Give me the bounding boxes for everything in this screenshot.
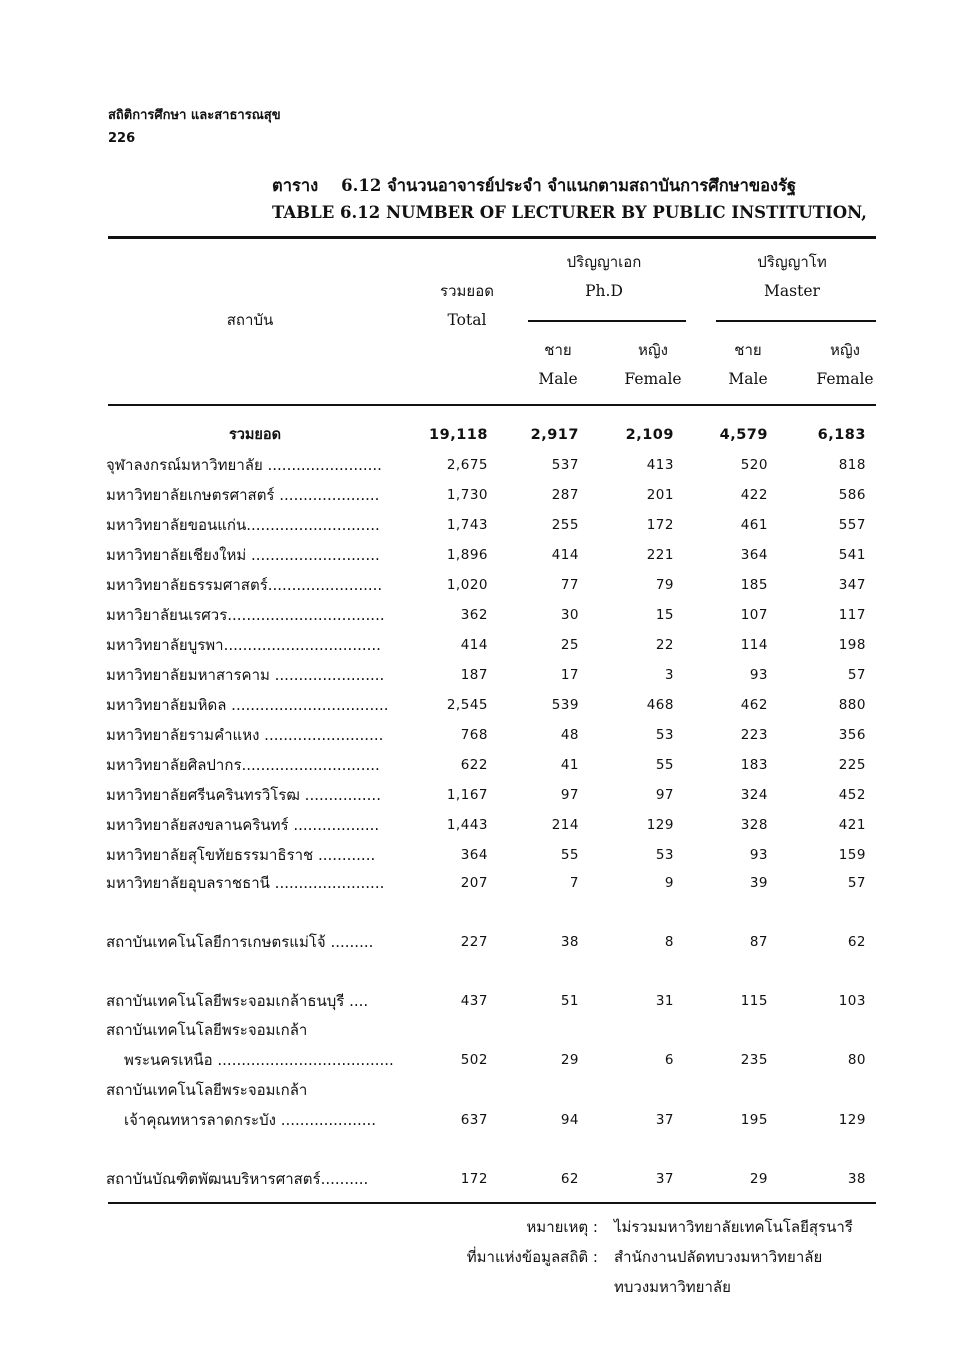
cell-phd-female: 221 bbox=[646, 547, 674, 563]
cell-total: 768 bbox=[460, 727, 488, 743]
table-row bbox=[0, 1045, 966, 1075]
row-name: มหาวิทยาลัยศิลปากร............................. bbox=[106, 756, 380, 774]
table-row bbox=[0, 570, 966, 600]
cell-master-female: 62 bbox=[847, 934, 866, 950]
cell-master-male: 223 bbox=[740, 727, 768, 743]
cell-master-male: 183 bbox=[740, 757, 768, 773]
cell-phd-female: 8 bbox=[664, 934, 674, 950]
cell-total: 622 bbox=[460, 757, 488, 773]
cell-phd-male: 41 bbox=[560, 757, 579, 773]
cell-phd-female: 53 bbox=[655, 727, 674, 743]
table-title-english: TABLE 6.12 NUMBER OF LECTURER BY PUBLIC INSTITUTION, bbox=[272, 203, 867, 222]
cell-phd-male: 2,917 bbox=[530, 427, 579, 443]
table-row bbox=[0, 927, 966, 957]
cell-master-female: 129 bbox=[838, 1112, 866, 1128]
table-header-rule bbox=[108, 404, 876, 406]
cell-master-male: 93 bbox=[749, 667, 768, 683]
cell-total: 362 bbox=[460, 607, 488, 623]
cell-master-female: 818 bbox=[838, 457, 866, 473]
row-name: มหาวิทยาลัยศรีนครินทรวิโรฒ ................ bbox=[106, 786, 381, 804]
table-row-group-label bbox=[0, 1075, 966, 1105]
table-row bbox=[0, 630, 966, 660]
cell-total: 2,545 bbox=[446, 697, 488, 713]
cell-phd-male: 539 bbox=[551, 697, 579, 713]
row-name: สถาบันเทคโนโลยีพระจอมเกล้าธนบุรี .... bbox=[106, 992, 369, 1010]
cell-phd-female: 201 bbox=[646, 487, 674, 503]
cell-total: 172 bbox=[460, 1171, 488, 1187]
cell-phd-female: 413 bbox=[646, 457, 674, 473]
cell-phd-male: 255 bbox=[551, 517, 579, 533]
cell-master-male: 107 bbox=[740, 607, 768, 623]
cell-master-female: 541 bbox=[838, 547, 866, 563]
cell-total: 1,443 bbox=[446, 817, 488, 833]
header-institution: สถาบัน bbox=[226, 311, 274, 329]
row-name: พระนครเหนือ ..................................... bbox=[124, 1051, 394, 1069]
note-label: หมายเหตุ : bbox=[526, 1218, 598, 1236]
row-name: เจ้าคุณทหารลาดกระบัง .................... bbox=[124, 1111, 377, 1129]
header-phd-female: หญิง Female bbox=[624, 341, 682, 388]
row-name: มหาวิยาลัยนเรศวร................................. bbox=[106, 606, 385, 624]
cell-phd-male: 94 bbox=[560, 1112, 579, 1128]
table-row bbox=[0, 660, 966, 690]
cell-phd-male: 77 bbox=[560, 577, 579, 593]
cell-master-female: 80 bbox=[847, 1052, 866, 1068]
header-total bbox=[400, 277, 534, 335]
table-row bbox=[0, 480, 966, 510]
cell-master-male: 115 bbox=[740, 993, 768, 1009]
page-number: 226 bbox=[108, 131, 136, 146]
cell-total: 414 bbox=[460, 637, 488, 653]
cell-phd-female: 129 bbox=[646, 817, 674, 833]
table-bottom-rule bbox=[108, 1202, 876, 1204]
table-row bbox=[0, 720, 966, 750]
cell-total: 1,020 bbox=[446, 577, 488, 593]
cell-phd-female: 15 bbox=[655, 607, 674, 623]
cell-phd-male: 30 bbox=[560, 607, 579, 623]
cell-master-female: 103 bbox=[838, 993, 866, 1009]
row-name: สถาบันเทคโนโลยีการเกษตรแม่โจ้ ......... bbox=[106, 933, 374, 951]
cell-phd-male: 214 bbox=[551, 817, 579, 833]
running-header bbox=[108, 104, 281, 150]
row-name: มหาวิทยาลัยขอนแก่น............................ bbox=[106, 516, 380, 534]
cell-phd-male: 287 bbox=[551, 487, 579, 503]
row-name: มหาวิทยาลัยธรรมศาสตร์........................ bbox=[106, 576, 383, 594]
table-title-thai: ตาราง 6.12 จำนวนอาจารย์ประจำ จำแนกตามสถาบันการศึกษาของรัฐ bbox=[272, 176, 797, 195]
cell-phd-female: 97 bbox=[655, 787, 674, 803]
table-row bbox=[0, 840, 966, 870]
header-phd-english: Ph.D bbox=[585, 282, 623, 300]
row-name: มหาวิทยาลัยสงขลานครินทร์ .................. bbox=[106, 816, 380, 834]
cell-master-female: 57 bbox=[847, 667, 866, 683]
cell-total: 364 bbox=[460, 847, 488, 863]
header-total-english: Total bbox=[447, 311, 487, 329]
cell-master-male: 520 bbox=[740, 457, 768, 473]
row-name: มหาวิทยาลัยเกษตรศาสตร์ ..................... bbox=[106, 486, 380, 504]
cell-master-female: 38 bbox=[847, 1171, 866, 1187]
cell-phd-male: 537 bbox=[551, 457, 579, 473]
cell-master-female: 117 bbox=[838, 607, 866, 623]
cell-phd-female: 37 bbox=[655, 1171, 674, 1187]
header-phd-male: ชาย Male bbox=[538, 341, 578, 388]
row-name: รวมยอด bbox=[228, 427, 282, 443]
cell-total: 637 bbox=[460, 1112, 488, 1128]
row-name: มหาวิทยาลัยมหิดล ................................. bbox=[106, 696, 389, 714]
header-phd-thai: ปริญญาเอก bbox=[566, 253, 642, 271]
cell-total: 187 bbox=[460, 667, 488, 683]
cell-total: 1,743 bbox=[446, 517, 488, 533]
cell-master-male: 422 bbox=[740, 487, 768, 503]
header-master-female: หญิง Female bbox=[816, 341, 874, 388]
cell-master-male: 29 bbox=[749, 1171, 768, 1187]
cell-phd-male: 25 bbox=[560, 637, 579, 653]
cell-total: 1,730 bbox=[446, 487, 488, 503]
table-row bbox=[0, 1164, 966, 1194]
cell-phd-male: 29 bbox=[560, 1052, 579, 1068]
cell-master-male: 462 bbox=[740, 697, 768, 713]
cell-phd-male: 38 bbox=[560, 934, 579, 950]
header-master bbox=[712, 248, 872, 306]
cell-phd-male: 97 bbox=[560, 787, 579, 803]
cell-master-male: 93 bbox=[749, 847, 768, 863]
cell-phd-female: 3 bbox=[664, 667, 674, 683]
source-label: ที่มาแห่งข้อมูลสถิติ : bbox=[466, 1248, 598, 1266]
cell-master-female: 57 bbox=[847, 875, 866, 891]
cell-total: 207 bbox=[460, 875, 488, 891]
table-row bbox=[0, 540, 966, 570]
cell-master-female: 159 bbox=[838, 847, 866, 863]
cell-master-male: 324 bbox=[740, 787, 768, 803]
cell-master-male: 195 bbox=[740, 1112, 768, 1128]
cell-phd-male: 414 bbox=[551, 547, 579, 563]
cell-phd-female: 9 bbox=[664, 875, 674, 891]
cell-master-female: 452 bbox=[838, 787, 866, 803]
cell-master-male: 4,579 bbox=[719, 427, 768, 443]
table-row bbox=[0, 510, 966, 540]
phd-subrule bbox=[528, 320, 686, 322]
row-name: สถาบันเทคโนโลยีพระจอมเกล้า bbox=[106, 1081, 308, 1099]
cell-master-female: 347 bbox=[838, 577, 866, 593]
table-title bbox=[272, 172, 867, 226]
cell-phd-male: 62 bbox=[560, 1171, 579, 1187]
cell-total: 2,675 bbox=[446, 457, 488, 473]
table-row bbox=[0, 690, 966, 720]
cell-phd-female: 468 bbox=[646, 697, 674, 713]
row-name: มหาวิทยาลัยอุบลราชธานี ....................... bbox=[106, 874, 385, 892]
table-row bbox=[0, 600, 966, 630]
cell-phd-female: 55 bbox=[655, 757, 674, 773]
table-row bbox=[0, 750, 966, 780]
cell-master-female: 557 bbox=[838, 517, 866, 533]
row-name: มหาวิทยาลัยสุโขทัยธรรมาธิราช ............ bbox=[106, 846, 376, 864]
note-text: ไม่รวมมหาวิทยาลัยเทคโนโลยีสุรนารี bbox=[614, 1218, 853, 1236]
cell-master-female: 6,183 bbox=[817, 427, 866, 443]
table-row bbox=[0, 780, 966, 810]
table-row bbox=[0, 810, 966, 840]
cell-total: 1,167 bbox=[446, 787, 488, 803]
running-header-title: สถิติการศึกษา และสาธารณสุข bbox=[108, 108, 281, 123]
cell-phd-male: 51 bbox=[560, 993, 579, 1009]
cell-total: 227 bbox=[460, 934, 488, 950]
cell-phd-female: 79 bbox=[655, 577, 674, 593]
source-text-1: สำนักงานปลัดทบวงมหาวิทยาลัย bbox=[614, 1248, 823, 1266]
cell-master-male: 185 bbox=[740, 577, 768, 593]
table-row bbox=[0, 1105, 966, 1135]
row-name: สถาบันเทคโนโลยีพระจอมเกล้า bbox=[106, 1021, 308, 1039]
cell-phd-male: 55 bbox=[560, 847, 579, 863]
cell-phd-female: 37 bbox=[655, 1112, 674, 1128]
table-top-rule bbox=[108, 236, 876, 239]
cell-phd-female: 53 bbox=[655, 847, 674, 863]
header-total-thai: รวมยอด bbox=[440, 282, 494, 300]
cell-master-female: 198 bbox=[838, 637, 866, 653]
cell-total: 1,896 bbox=[446, 547, 488, 563]
cell-total: 502 bbox=[460, 1052, 488, 1068]
table-row-total bbox=[0, 420, 966, 450]
master-subrule bbox=[716, 320, 876, 322]
cell-total: 437 bbox=[460, 993, 488, 1009]
cell-phd-female: 172 bbox=[646, 517, 674, 533]
cell-total: 19,118 bbox=[429, 427, 488, 443]
row-name: มหาวิทยาลัยมหาสารคาม ....................... bbox=[106, 666, 385, 684]
cell-master-female: 586 bbox=[838, 487, 866, 503]
cell-phd-female: 31 bbox=[655, 993, 674, 1009]
cell-master-male: 39 bbox=[749, 875, 768, 891]
cell-phd-male: 48 bbox=[560, 727, 579, 743]
table-row bbox=[0, 986, 966, 1016]
cell-phd-female: 6 bbox=[664, 1052, 674, 1068]
row-name: มหาวิทยาลัยบูรพา................................. bbox=[106, 636, 381, 654]
cell-phd-female: 2,109 bbox=[625, 427, 674, 443]
row-name: มหาวิทยาลัยเชียงใหม่ ........................... bbox=[106, 546, 380, 564]
row-name: จุฬาลงกรณ์มหาวิทยาลัย ........................ bbox=[106, 456, 382, 474]
source-text-2: ทบวงมหาวิทยาลัย bbox=[614, 1278, 731, 1296]
header-phd bbox=[524, 248, 684, 306]
table-row bbox=[0, 868, 966, 898]
cell-master-male: 235 bbox=[740, 1052, 768, 1068]
header-master-thai: ปริญญาโท bbox=[757, 253, 827, 271]
cell-master-female: 356 bbox=[838, 727, 866, 743]
cell-master-male: 364 bbox=[740, 547, 768, 563]
row-name: สถาบันบัณฑิตพัฒนบริหารศาสตร์.......... bbox=[106, 1170, 369, 1188]
header-master-english: Master bbox=[764, 282, 820, 300]
cell-master-male: 461 bbox=[740, 517, 768, 533]
cell-master-female: 225 bbox=[838, 757, 866, 773]
cell-master-male: 114 bbox=[740, 637, 768, 653]
header-master-male: ชาย Male bbox=[728, 341, 768, 388]
cell-master-male: 87 bbox=[749, 934, 768, 950]
cell-master-male: 328 bbox=[740, 817, 768, 833]
cell-phd-male: 17 bbox=[560, 667, 579, 683]
table-row-group-label bbox=[0, 1015, 966, 1045]
cell-phd-male: 7 bbox=[569, 875, 579, 891]
cell-master-female: 421 bbox=[838, 817, 866, 833]
cell-master-female: 880 bbox=[838, 697, 866, 713]
table-row bbox=[0, 450, 966, 480]
cell-phd-female: 22 bbox=[655, 637, 674, 653]
row-name: มหาวิทยาลัยรามคำแหง ......................... bbox=[106, 726, 384, 744]
